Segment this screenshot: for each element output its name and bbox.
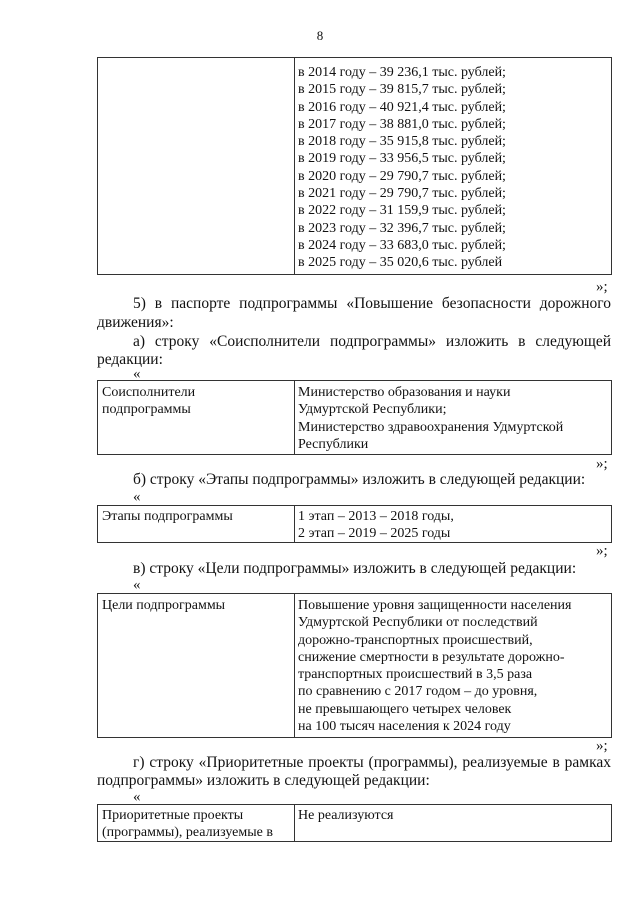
page-number: 8 — [316, 28, 324, 43]
sub-g-line1: г) строку «Приоритетные проекты (программы), реализуемые в рамках — [133, 754, 611, 771]
funding-line: в 2024 году – 33 683,0 тыс. рублей; — [298, 237, 506, 253]
funding-line: в 2021 году – 29 790,7 тыс. рублей; — [298, 186, 506, 202]
funding-line: в 2016 году – 40 921,4 тыс. рублей; — [298, 99, 506, 115]
stages-value — [298, 508, 454, 543]
goals-value — [298, 597, 571, 735]
funding-line: в 2015 году – 39 815,7 тыс. рублей; — [298, 82, 506, 98]
co-executors-label — [102, 384, 195, 419]
table-divider — [294, 58, 295, 274]
label-line: подпрограммы — [102, 402, 191, 418]
priority-projects-table — [97, 804, 612, 842]
sub-v-line1: в) строку «Цели подпрограммы» изложить в следующей редакции: — [133, 560, 577, 577]
value-line: Министерство здравоохранения Удмуртской — [298, 419, 564, 435]
label-line: Приоритетные проекты — [102, 808, 244, 823]
value-line: на 100 тысяч населения к 2024 году — [298, 719, 511, 735]
funding-line: в 2018 году – 35 915,8 тыс. рублей; — [298, 134, 506, 150]
opening-quote: « — [133, 789, 141, 805]
funding-lines — [298, 64, 506, 272]
value-line: не превышающего четырех человек — [298, 701, 512, 717]
value-line: Республики — [298, 436, 369, 452]
closing-quote: »; — [596, 456, 608, 472]
priority-projects-value — [298, 807, 393, 824]
funding-line: в 2020 году – 29 790,7 тыс. рублей; — [298, 168, 506, 184]
value-line: Повышение уровня защищенности населения — [298, 598, 572, 613]
funding-line: в 2022 году – 31 159,9 тыс. рублей; — [298, 203, 506, 219]
sub-a-line2: редакции: — [97, 351, 163, 368]
funding-line: в 2019 году – 33 956,5 тыс. рублей; — [298, 151, 506, 167]
value-line: Удмуртской Республики; — [298, 402, 447, 418]
label-line: (программы), реализуемые в — [102, 825, 273, 841]
closing-quote: »; — [596, 279, 608, 295]
table-divider — [294, 805, 295, 841]
closing-quote: »; — [596, 543, 608, 559]
value-line: по сравнению с 2017 годом – до уровня, — [298, 684, 538, 700]
sub-a-line1: а) строку «Соисполнители подпрограммы» изложить в следующей — [133, 333, 611, 350]
value-line: 1 этап – 2013 – 2018 годы, — [298, 509, 454, 524]
value-line: снижение смертности в результате дорожно- — [298, 649, 565, 665]
funding-line: в 2014 году – 39 236,1 тыс. рублей; — [298, 65, 506, 80]
funding-line: в 2023 году – 32 396,7 тыс. рублей; — [298, 220, 506, 236]
opening-quote: « — [133, 577, 141, 593]
co-executors-value — [298, 384, 563, 453]
label-line: Этапы подпрограммы — [102, 509, 233, 524]
funding-line: в 2017 году – 38 881,0 тыс. рублей; — [298, 116, 506, 132]
sub-g-line2: подпрограммы» изложить в следующей редакции: — [97, 772, 430, 789]
value-line: транспортных происшествий в 3,5 раза — [298, 667, 533, 683]
co-executors-table — [97, 380, 612, 455]
item5-line2: движения»: — [97, 314, 174, 331]
stages-table — [97, 505, 612, 543]
sub-b-line1: б) строку «Этапы подпрограммы» изложить в следующей редакции: — [133, 471, 586, 488]
item5-line1: 5) в паспорте подпрограммы «Повышение безопасности дорожного — [133, 295, 611, 312]
value-line: Не реализуются — [298, 808, 394, 823]
value-line: Министерство образования и науки — [298, 385, 511, 400]
table-divider — [294, 506, 295, 542]
value-line: Удмуртской Республики от последствий — [298, 615, 538, 631]
label-line: Цели подпрограммы — [102, 598, 226, 613]
opening-quote: « — [133, 489, 141, 505]
label-line: Соисполнители — [102, 385, 196, 400]
opening-quote: « — [133, 366, 141, 382]
stages-label — [102, 508, 233, 525]
funding-table — [97, 57, 612, 275]
goals-table — [97, 593, 612, 738]
priority-projects-label — [102, 807, 273, 842]
table-divider — [294, 381, 295, 454]
closing-quote: »; — [596, 738, 608, 754]
value-line: дорожно-транспортных происшествий, — [298, 632, 533, 648]
value-line: 2 этап – 2019 – 2025 годы — [298, 526, 451, 542]
table-divider — [294, 594, 295, 737]
funding-line: в 2025 году – 35 020,6 тыс. рублей — [298, 255, 503, 271]
goals-label — [102, 597, 225, 614]
